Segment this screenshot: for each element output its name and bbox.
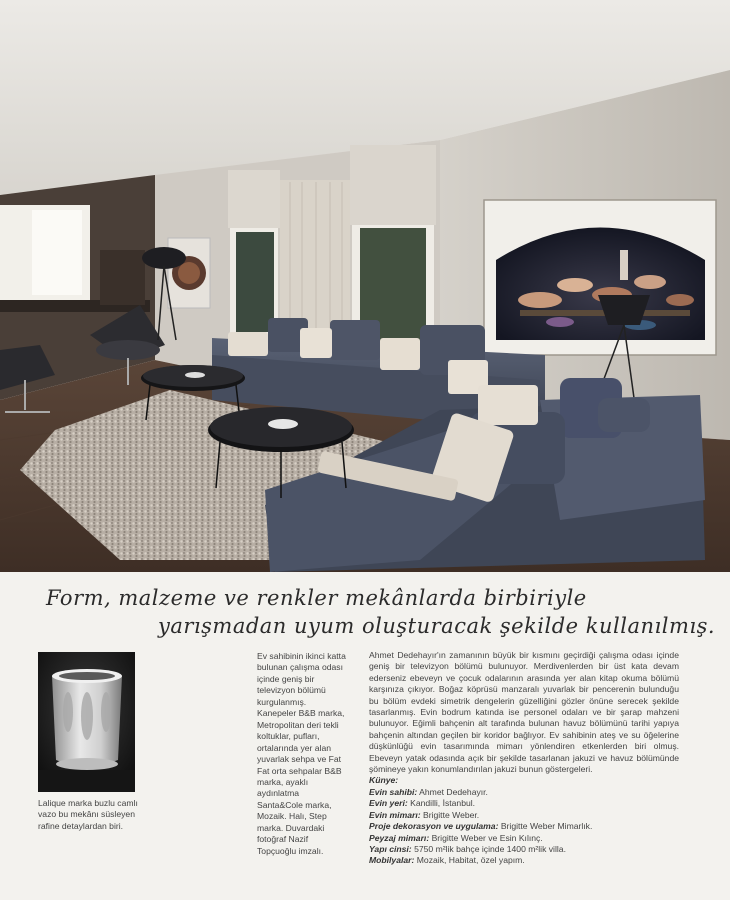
credit-value: Mozaik, Habitat, özel yapım. <box>416 855 525 866</box>
sidebar-caption: Ev sahibinin ikinci katta bulunan çalışma odası içinde geniş bir televizyon bölümü kurgulanmış. Kanepeler B&B marka, Metropolitan deri tekli koltuklar, pufları, ortalarında yer alan yuvarlak sehpa ve Fat Fat orta sehpalar B&B marka, ayaklı aydınlatma Santa&Cole marka, Mozaik. Halı, Step marka. Duvardaki fotoğraf Nazif Topçuoğlu imzalı. <box>257 651 346 856</box>
credit-row <box>369 798 679 809</box>
credits-title: Künye: <box>369 775 399 786</box>
credit-row <box>369 833 679 844</box>
headline-line-2: yarışmadan uyum oluşturacak şekilde kullanılmış. <box>158 614 716 638</box>
headline-line-1: Form, malzeme ve renkler mekânlarda birbiriyle <box>46 586 587 610</box>
credit-value: 5750 m²lik bahçe içinde 1400 m²lik villa. <box>414 843 566 854</box>
credit-row <box>369 821 679 832</box>
article-body: Ahmet Dedehayır'ın zamanının büyük bir kısmını geçirdiği çalışma odası içinde geniş bir televizyon bölümü bulunuyor. Merdivenlerden bir üst kata devam ederseniz ebeveyn ve çocuk odalarının arasında yer alan kitap okuma bölümü karşınıza çıkıyor. Boğaz köprüsü manzaralı yuvarlak bir pencerenin bulunduğu bu bölüm evdeki simetrik dengelerin güzelliğini gözler önüne serecek şekilde tasarlanmış. Evin bodrum katında ise personel odaları ve bir şarap mahzeni bulunuyor. Eğimli bahçenin alt tarafında bulunan havuz bölümünü tarihi yapıya bahçenin altından geçilen bir koridor bağlıyor. Ev sahibinin ateş ve su öğelerine düşkünlüğü evin tasarımında mimarı yönlendiren etkenlerden biri olmuş. Ebeveyn yatak odasında açık bir şekilde tasarlanan jakuzi ve havuz bölümünde şömineye yakın konumlandırılan jakuzi bunun göstergeleri. <box>369 650 679 775</box>
credit-value: Ahmet Dedehayır. <box>419 786 488 797</box>
credit-label: Mobilyalar: <box>369 855 415 866</box>
credit-row <box>369 787 679 798</box>
lalique-vase-photo <box>38 652 135 792</box>
credit-label: Evin yeri: <box>369 798 408 809</box>
credit-value: Brigitte Weber ve Esin Kılınç. <box>431 832 543 843</box>
credit-label: Evin sahibi: <box>369 786 418 797</box>
vase-caption: Lalique marka buzlu camlı vazo bu mekânı süsleyen rafine detaylardan biri. <box>38 798 138 831</box>
credits-block <box>369 775 679 866</box>
credit-value: Brigitte Weber. <box>422 809 480 820</box>
credit-row <box>369 855 679 866</box>
credit-label: Evin mimarı: <box>369 809 421 820</box>
credit-value: Brigitte Weber Mimarlık. <box>500 821 593 832</box>
credit-value: Kandilli, İstanbul. <box>410 798 476 809</box>
credit-row <box>369 810 679 821</box>
credit-label: Yapı cinsi: <box>369 843 412 854</box>
main-article <box>369 650 679 867</box>
credit-row <box>369 844 679 855</box>
credit-label: Peyzaj mimarı: <box>369 832 430 843</box>
credit-label: Proje dekorasyon ve uygulama: <box>369 821 499 832</box>
